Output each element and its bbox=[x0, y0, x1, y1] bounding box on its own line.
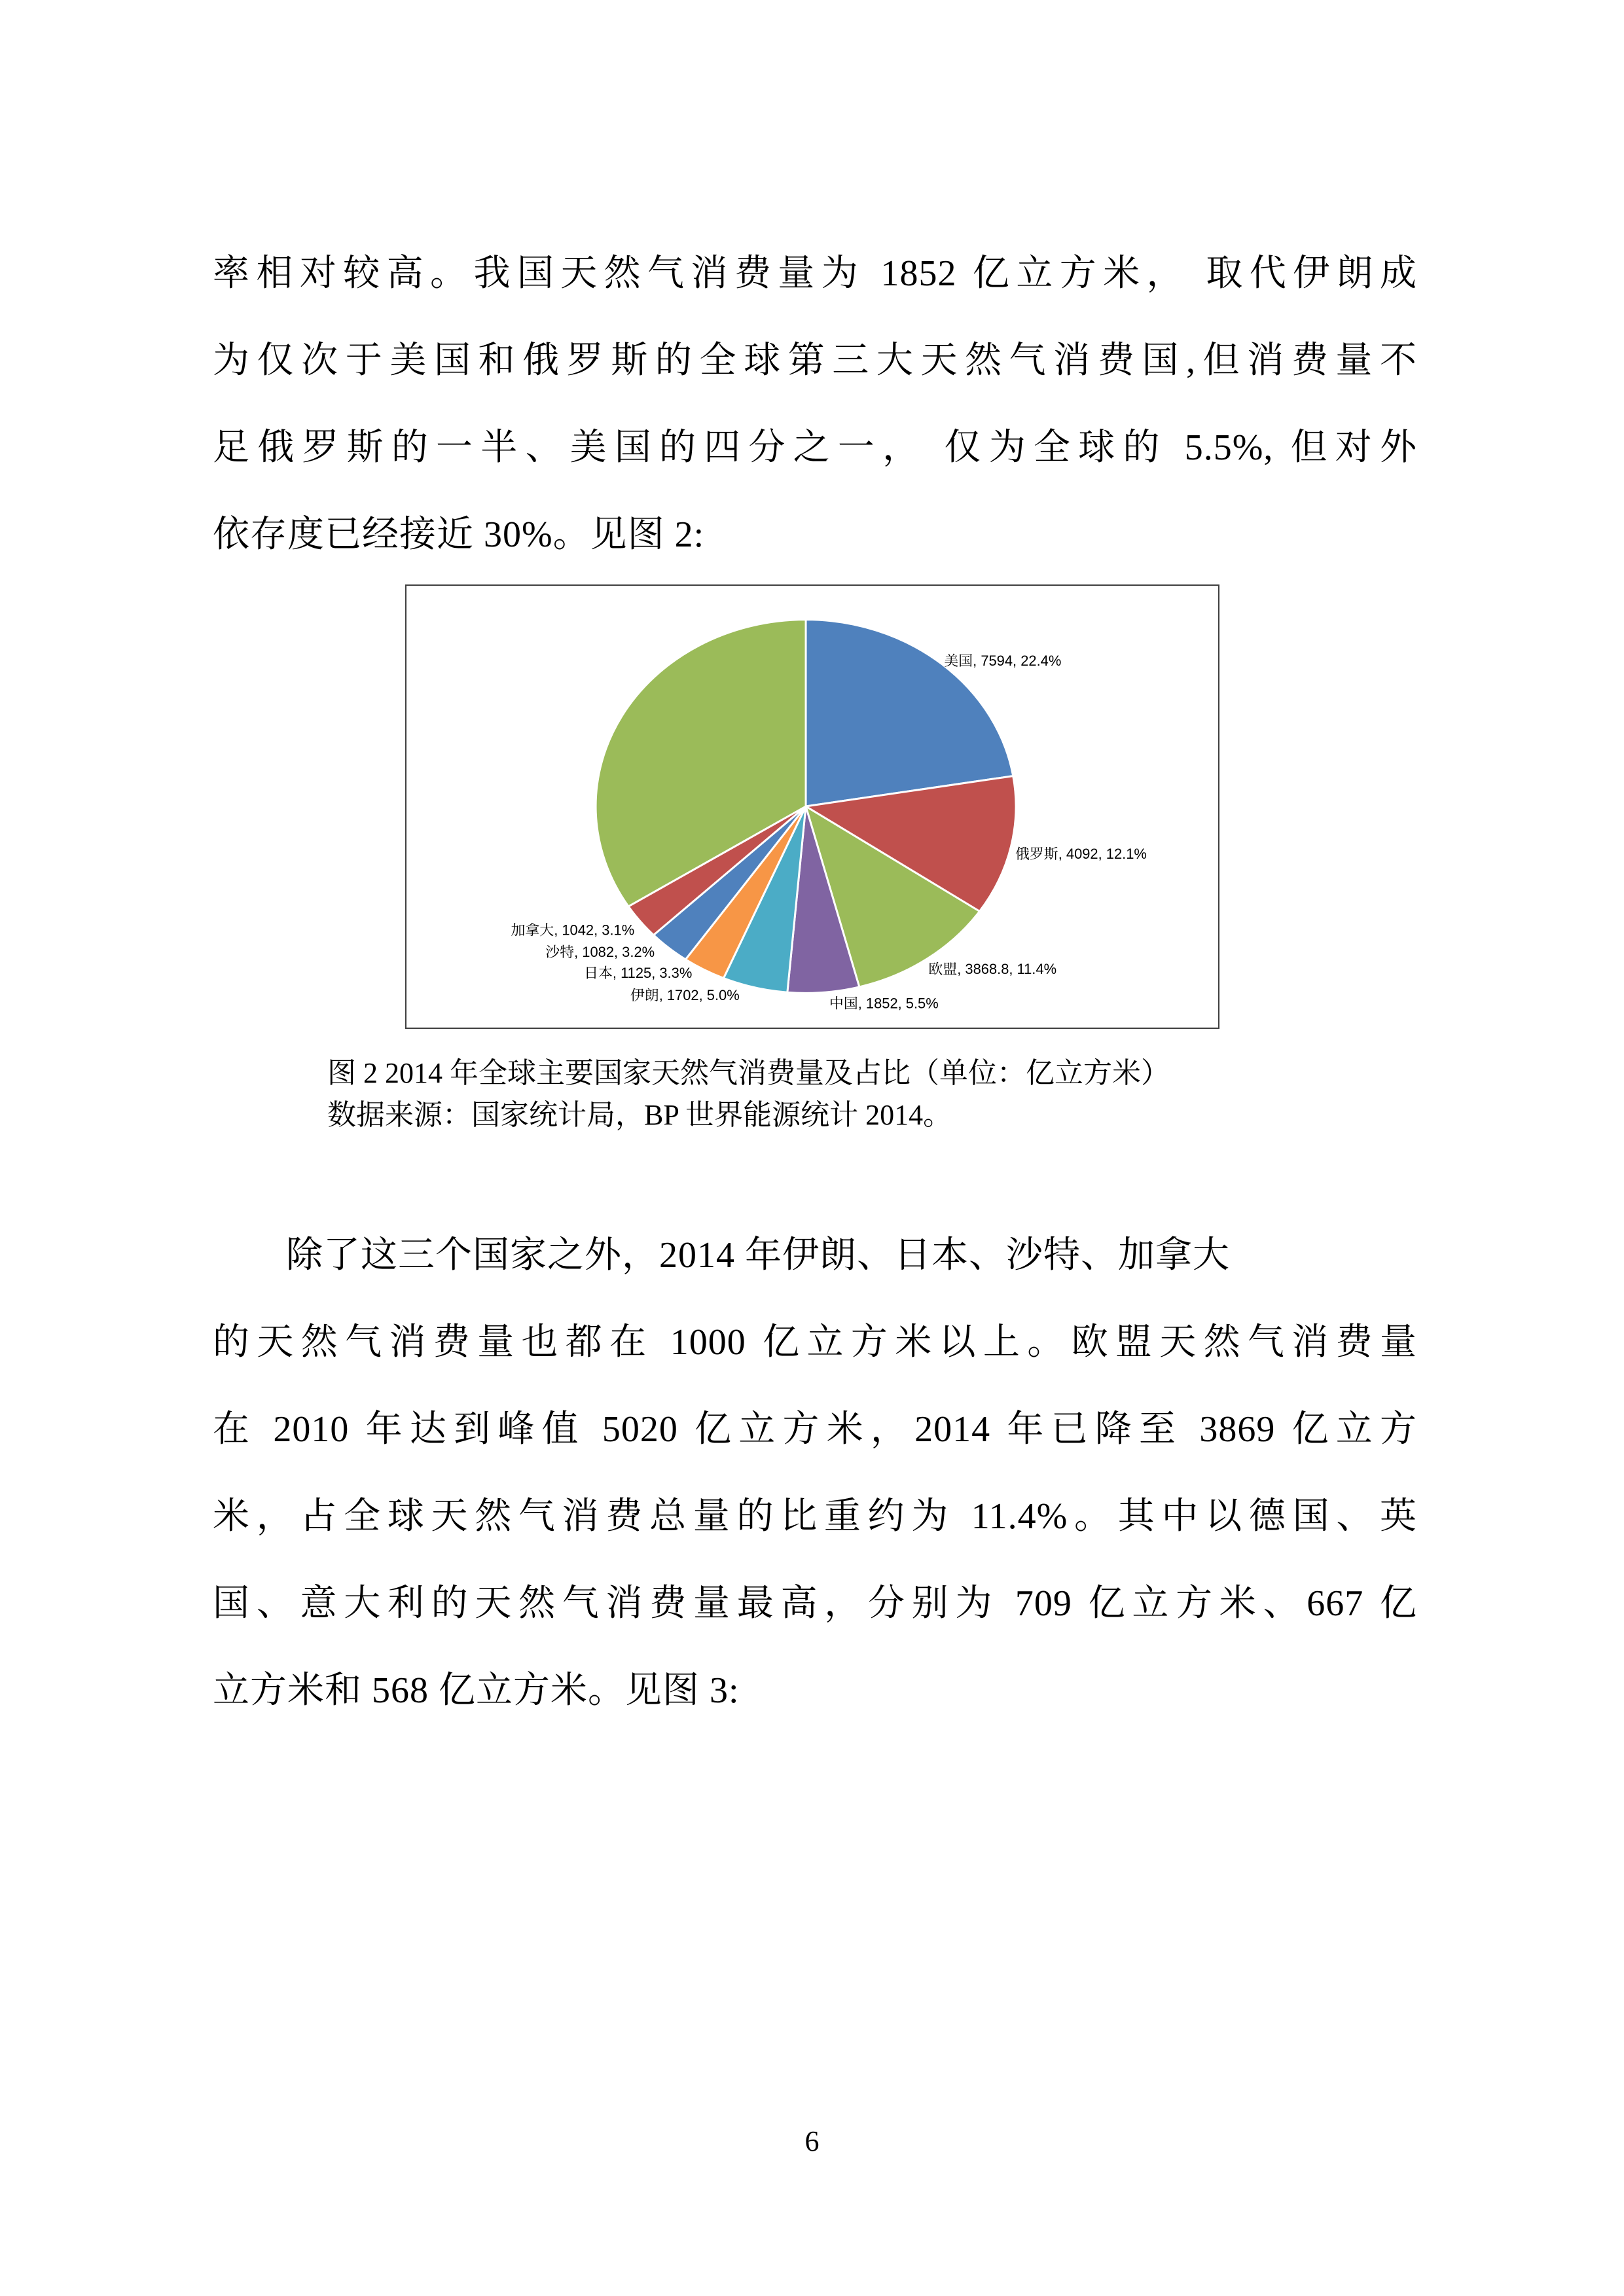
text-line: 在 2010 年达到峰值 5020 亿立方米，2014 年已降至 3869 亿立方 bbox=[213, 1409, 1417, 1450]
page-number: 6 bbox=[804, 2125, 820, 2157]
text-line: 除了这三个国家之外，2014 年伊朗、日本、沙特、加拿大 bbox=[286, 1235, 1230, 1276]
figure-2-caption bbox=[327, 1052, 1440, 1136]
text-line: 依存度已经接近 30%。见图 2: bbox=[213, 514, 705, 555]
text-line: 足俄罗斯的一半、美国的四分之一， 仅为全球的 5.5%, 但对外 bbox=[213, 427, 1417, 468]
pie-label-伊朗: 伊朗, 1702, 5.0% bbox=[630, 986, 740, 1003]
pie-label-美国: 美国, 7594, 22.4% bbox=[944, 652, 1062, 669]
paragraph-2 bbox=[213, 1212, 1417, 1734]
text-line: 图 2 2014 年全球主要国家天然气消费量及占比（单位：亿立方米） bbox=[327, 1057, 1170, 1089]
pie-label-加拿大: 加拿大, 1042, 3.1% bbox=[511, 922, 635, 939]
text-line: 米，占全球天然气消费总量的比重约为 11.4%。其中以德国、英 bbox=[213, 1496, 1417, 1537]
pie-label-日本: 日本, 1125, 3.3% bbox=[584, 965, 693, 981]
paragraph-1 bbox=[213, 230, 1417, 579]
pie-label-中国: 中国, 1852, 5.5% bbox=[829, 995, 939, 1012]
text-line: 国、意大利的天然气消费量最高，分别为 709 亿立方米、667 亿 bbox=[213, 1583, 1418, 1624]
text-line: 为仅次于美国和俄罗斯的全球第三大天然气消费国,但消费量不 bbox=[213, 340, 1417, 381]
pie-label-俄罗斯: 俄罗斯, 4092, 12.1% bbox=[1015, 846, 1147, 863]
text-line: 率相对较高。我国天然气消费量为 1852 亿立方米， 取代伊朗成 bbox=[213, 253, 1417, 294]
pie-slice-美国 bbox=[806, 620, 1013, 806]
pie-chart-canvas bbox=[406, 586, 1218, 1028]
text-line: 的天然气消费量也都在 1000 亿立方米以上。欧盟天然气消费量 bbox=[213, 1322, 1417, 1363]
text-line: 立方米和 568 亿立方米。见图 3: bbox=[213, 1670, 740, 1711]
text-line: 数据来源：国家统计局，BP 世界能源统计 2014。 bbox=[327, 1099, 952, 1131]
pie-label-沙特: 沙特, 1082, 3.2% bbox=[545, 944, 655, 961]
figure-2-pie-chart bbox=[405, 584, 1219, 1029]
pie-label-欧盟: 欧盟, 3868.8, 11.4% bbox=[928, 961, 1057, 978]
